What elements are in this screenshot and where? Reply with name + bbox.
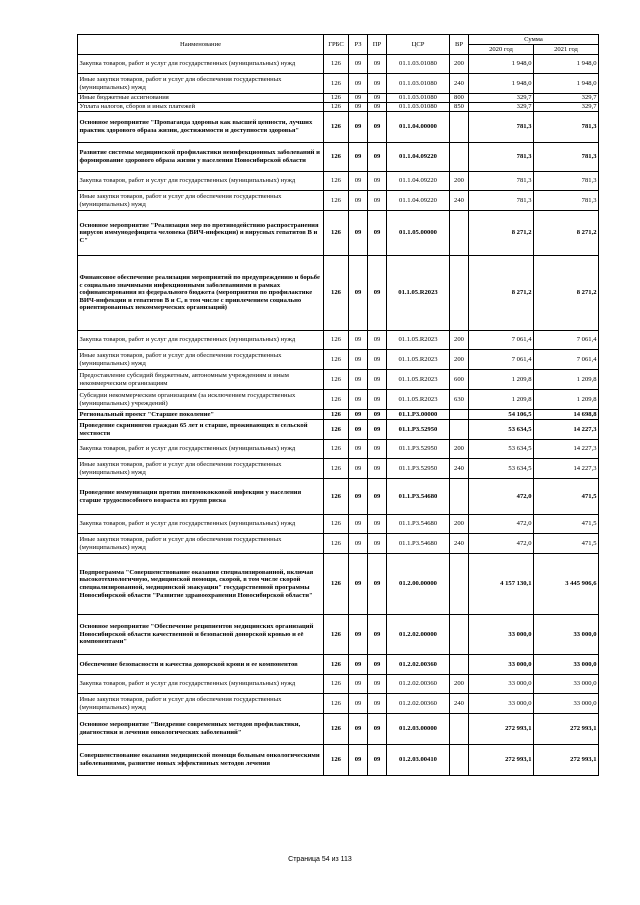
cell-name: Подпрограмма "Совершенствование оказания специализированной, включая высокотехнологичную, медицинской помощи, скорой, в том числе скорой специализированной, медицинской эвакуации" государственной программы Новосибирской области "Развитие здравоохранения Новосибирской области" — [78, 554, 324, 615]
cell-vr — [450, 655, 469, 675]
cell-grbs: 126 — [324, 370, 349, 390]
table-row — [78, 675, 599, 694]
page-number-label: Страница 54 из 113 — [288, 856, 352, 863]
col-header-rz: РЗ — [349, 35, 368, 55]
cell-name: Предоставление субсидий бюджетным, автономным учреждениям и иным некоммерческим организациям — [78, 370, 324, 390]
cell-pr: 09 — [368, 55, 387, 74]
cell-rz: 09 — [349, 459, 368, 479]
cell-csr: 01.1.P3.52950 — [387, 440, 450, 459]
cell-sum-2020: 472,0 — [469, 515, 534, 534]
table-row — [78, 615, 599, 655]
cell-grbs: 126 — [324, 331, 349, 350]
cell-sum-2020: 4 157 130,1 — [469, 554, 534, 615]
cell-pr: 09 — [368, 534, 387, 554]
table-row — [78, 370, 599, 390]
cell-csr: 01.1.03.01080 — [387, 103, 450, 112]
cell-vr — [450, 211, 469, 256]
cell-grbs: 126 — [324, 745, 349, 776]
cell-vr: 240 — [450, 694, 469, 714]
cell-sum-2021: 33 000,0 — [534, 675, 599, 694]
cell-csr: 01.1.05.R2023 — [387, 370, 450, 390]
cell-grbs: 126 — [324, 211, 349, 256]
cell-grbs: 126 — [324, 143, 349, 172]
cell-rz: 09 — [349, 745, 368, 776]
cell-sum-2020: 53 634,5 — [469, 459, 534, 479]
cell-grbs: 126 — [324, 55, 349, 74]
cell-name: Иные закупки товаров, работ и услуг для обеспечения государственных (муниципальных) нужд — [78, 534, 324, 554]
cell-vr: 240 — [450, 191, 469, 211]
cell-grbs: 126 — [324, 420, 349, 440]
cell-grbs: 126 — [324, 350, 349, 370]
table-row — [78, 172, 599, 191]
cell-sum-2020: 329,7 — [469, 94, 534, 103]
cell-csr: 01.2.02.00360 — [387, 655, 450, 675]
table-row — [78, 143, 599, 172]
cell-sum-2021: 1 948,0 — [534, 74, 599, 94]
cell-name: Закупка товаров, работ и услуг для государственных (муниципальных) нужд — [78, 515, 324, 534]
cell-sum-2020: 472,0 — [469, 534, 534, 554]
cell-sum-2021: 1 209,8 — [534, 390, 599, 410]
cell-sum-2021: 33 000,0 — [534, 694, 599, 714]
cell-grbs: 126 — [324, 172, 349, 191]
cell-grbs: 126 — [324, 191, 349, 211]
table-row — [78, 390, 599, 410]
cell-name: Иные закупки товаров, работ и услуг для обеспечения государственных (муниципальных) нужд — [78, 74, 324, 94]
cell-rz: 09 — [349, 331, 368, 350]
cell-vr: 630 — [450, 390, 469, 410]
cell-grbs: 126 — [324, 615, 349, 655]
cell-vr — [450, 714, 469, 745]
cell-sum-2021: 3 445 906,6 — [534, 554, 599, 615]
cell-csr: 01.2.03.00410 — [387, 745, 450, 776]
cell-csr: 01.1.05.00000 — [387, 211, 450, 256]
cell-rz: 09 — [349, 675, 368, 694]
cell-grbs: 126 — [324, 410, 349, 420]
cell-sum-2021: 781,3 — [534, 143, 599, 172]
cell-grbs: 126 — [324, 112, 349, 143]
cell-name: Основное мероприятие "Внедрение современных методов профилактики, диагностики и лечения онкологических заболеваний" — [78, 714, 324, 745]
cell-pr: 09 — [368, 410, 387, 420]
table-row — [78, 55, 599, 74]
cell-pr: 09 — [368, 74, 387, 94]
cell-grbs: 126 — [324, 440, 349, 459]
cell-sum-2020: 8 271,2 — [469, 211, 534, 256]
cell-csr: 01.1.04.09220 — [387, 143, 450, 172]
cell-sum-2020: 781,3 — [469, 191, 534, 211]
cell-sum-2020: 7 061,4 — [469, 331, 534, 350]
cell-grbs: 126 — [324, 515, 349, 534]
cell-sum-2020: 781,3 — [469, 143, 534, 172]
table-row — [78, 410, 599, 420]
cell-sum-2020: 1 948,0 — [469, 55, 534, 74]
cell-rz: 09 — [349, 74, 368, 94]
budget-table — [77, 34, 599, 776]
cell-grbs: 126 — [324, 103, 349, 112]
cell-csr: 01.1.04.09220 — [387, 172, 450, 191]
cell-sum-2020: 329,7 — [469, 103, 534, 112]
cell-pr: 09 — [368, 350, 387, 370]
cell-csr: 01.1.P3.54680 — [387, 479, 450, 515]
cell-name: Закупка товаров, работ и услуг для государственных (муниципальных) нужд — [78, 172, 324, 191]
cell-csr: 01.1.04.09220 — [387, 191, 450, 211]
cell-sum-2020: 472,0 — [469, 479, 534, 515]
cell-vr: 240 — [450, 459, 469, 479]
cell-name: Совершенствование оказания медицинской помощи больным онкологическими заболеваниями, развитие новых эффективных методов лечения — [78, 745, 324, 776]
cell-name: Основное мероприятие "Обеспечение реципиентов медицинских организаций Новосибирской области качественной и безопасной донорской кровью и её компонентами" — [78, 615, 324, 655]
cell-vr: 850 — [450, 103, 469, 112]
table-row — [78, 694, 599, 714]
cell-sum-2021: 8 271,2 — [534, 211, 599, 256]
cell-name: Закупка товаров, работ и услуг для государственных (муниципальных) нужд — [78, 440, 324, 459]
col-header-csr: ЦСР — [387, 35, 450, 55]
cell-name: Основное мероприятие "Пропаганда здоровья как высшей ценности, лучших практик здорового образа жизни, достижимости и доступности здоровья" — [78, 112, 324, 143]
cell-rz: 09 — [349, 370, 368, 390]
cell-csr: 01.1.P3.52950 — [387, 420, 450, 440]
cell-vr: 200 — [450, 440, 469, 459]
cell-vr — [450, 554, 469, 615]
table-row — [78, 211, 599, 256]
cell-rz: 09 — [349, 694, 368, 714]
cell-sum-2021: 33 000,0 — [534, 655, 599, 675]
cell-vr: 200 — [450, 55, 469, 74]
cell-grbs: 126 — [324, 459, 349, 479]
cell-grbs: 126 — [324, 714, 349, 745]
cell-csr: 01.1.P3.54680 — [387, 515, 450, 534]
cell-rz: 09 — [349, 515, 368, 534]
cell-rz: 09 — [349, 420, 368, 440]
cell-csr: 01.1.P3.52950 — [387, 459, 450, 479]
col-header-sum: Сумма — [469, 35, 599, 45]
cell-csr: 01.2.00.00000 — [387, 554, 450, 615]
cell-pr: 09 — [368, 370, 387, 390]
cell-sum-2020: 8 271,2 — [469, 256, 534, 331]
cell-sum-2021: 781,3 — [534, 112, 599, 143]
cell-vr: 240 — [450, 534, 469, 554]
cell-pr: 09 — [368, 675, 387, 694]
cell-grbs: 126 — [324, 479, 349, 515]
cell-rz: 09 — [349, 256, 368, 331]
cell-sum-2021: 1 209,8 — [534, 370, 599, 390]
cell-vr — [450, 112, 469, 143]
cell-grbs: 126 — [324, 534, 349, 554]
table-row — [78, 655, 599, 675]
cell-sum-2021: 8 271,2 — [534, 256, 599, 331]
col-header-2020: 2020 год — [469, 45, 534, 55]
cell-sum-2020: 53 634,5 — [469, 420, 534, 440]
cell-pr: 09 — [368, 172, 387, 191]
cell-pr: 09 — [368, 745, 387, 776]
table-row — [78, 103, 599, 112]
table-row — [78, 74, 599, 94]
cell-name: Финансовое обеспечение реализации мероприятий по предупреждению и борьбе с социально значимыми инфекционными заболеваниями в рамках софинансирования из федерального бюджета (мероприятия по профилактике ВИЧ-инфекции и гепатитов В и С, в том числе с привлечением социально ориентированных некоммерческих организаций) — [78, 256, 324, 331]
cell-grbs: 126 — [324, 655, 349, 675]
cell-sum-2021: 781,3 — [534, 191, 599, 211]
cell-sum-2020: 33 000,0 — [469, 615, 534, 655]
cell-pr: 09 — [368, 256, 387, 331]
cell-name: Иные закупки товаров, работ и услуг для обеспечения государственных (муниципальных) нужд — [78, 459, 324, 479]
table-header — [78, 35, 599, 55]
table-row — [78, 350, 599, 370]
cell-pr: 09 — [368, 143, 387, 172]
cell-vr: 200 — [450, 350, 469, 370]
cell-sum-2021: 14 698,8 — [534, 410, 599, 420]
cell-sum-2021: 329,7 — [534, 94, 599, 103]
cell-rz: 09 — [349, 211, 368, 256]
cell-vr — [450, 745, 469, 776]
cell-rz: 09 — [349, 655, 368, 675]
cell-sum-2020: 272 993,1 — [469, 745, 534, 776]
table-row — [78, 256, 599, 331]
cell-sum-2020: 33 000,0 — [469, 675, 534, 694]
cell-pr: 09 — [368, 211, 387, 256]
cell-vr — [450, 256, 469, 331]
table-row — [78, 94, 599, 103]
cell-pr: 09 — [368, 331, 387, 350]
table-row — [78, 554, 599, 615]
cell-csr: 01.1.03.01080 — [387, 94, 450, 103]
cell-sum-2020: 1 948,0 — [469, 74, 534, 94]
table-row — [78, 515, 599, 534]
cell-rz: 09 — [349, 554, 368, 615]
cell-vr: 800 — [450, 94, 469, 103]
cell-sum-2021: 33 000,0 — [534, 615, 599, 655]
cell-csr: 01.1.05.R2023 — [387, 331, 450, 350]
cell-sum-2021: 329,7 — [534, 103, 599, 112]
table-row — [78, 459, 599, 479]
cell-rz: 09 — [349, 615, 368, 655]
cell-sum-2020: 7 061,4 — [469, 350, 534, 370]
cell-vr — [450, 143, 469, 172]
cell-name: Закупка товаров, работ и услуг для государственных (муниципальных) нужд — [78, 675, 324, 694]
cell-rz: 09 — [349, 410, 368, 420]
cell-name: Субсидии некоммерческим организациям (за исключением государственных (муниципальных) учреждений) — [78, 390, 324, 410]
cell-rz: 09 — [349, 479, 368, 515]
cell-pr: 09 — [368, 714, 387, 745]
cell-grbs: 126 — [324, 74, 349, 94]
cell-name: Закупка товаров, работ и услуг для государственных (муниципальных) нужд — [78, 331, 324, 350]
cell-pr: 09 — [368, 390, 387, 410]
cell-pr: 09 — [368, 440, 387, 459]
cell-vr — [450, 410, 469, 420]
cell-sum-2021: 272 993,1 — [534, 745, 599, 776]
page-footer — [0, 856, 640, 863]
cell-grbs: 126 — [324, 554, 349, 615]
cell-sum-2021: 1 948,0 — [534, 55, 599, 74]
cell-pr: 09 — [368, 554, 387, 615]
cell-name: Иные бюджетные ассигнования — [78, 94, 324, 103]
col-header-name: Наименование — [78, 35, 324, 55]
table-row — [78, 112, 599, 143]
cell-csr: 01.2.02.00360 — [387, 675, 450, 694]
cell-pr: 09 — [368, 94, 387, 103]
cell-name: Обеспечение безопасности и качества донорской крови и ее компонентов — [78, 655, 324, 675]
cell-pr: 09 — [368, 479, 387, 515]
table-row — [78, 745, 599, 776]
cell-name: Уплата налогов, сборов и иных платежей — [78, 103, 324, 112]
cell-pr: 09 — [368, 420, 387, 440]
cell-sum-2021: 272 993,1 — [534, 714, 599, 745]
cell-rz: 09 — [349, 390, 368, 410]
cell-rz: 09 — [349, 172, 368, 191]
cell-pr: 09 — [368, 694, 387, 714]
cell-vr: 200 — [450, 675, 469, 694]
cell-sum-2021: 14 227,3 — [534, 420, 599, 440]
cell-name: Закупка товаров, работ и услуг для государственных (муниципальных) нужд — [78, 55, 324, 74]
cell-csr: 01.2.03.00000 — [387, 714, 450, 745]
cell-name: Региональный проект "Старшее поколение" — [78, 410, 324, 420]
cell-name: Проведение иммунизации против пневмококковой инфекции у населения старше трудоспособного возраста из групп риска — [78, 479, 324, 515]
cell-grbs: 126 — [324, 390, 349, 410]
cell-rz: 09 — [349, 112, 368, 143]
cell-name: Иные закупки товаров, работ и услуг для обеспечения государственных (муниципальных) нужд — [78, 350, 324, 370]
cell-grbs: 126 — [324, 694, 349, 714]
cell-grbs: 126 — [324, 675, 349, 694]
cell-pr: 09 — [368, 655, 387, 675]
col-header-grbs: ГРБС — [324, 35, 349, 55]
cell-name: Проведение скринингов граждан 65 лет и старше, проживающих в сельской местности — [78, 420, 324, 440]
budget-table-sheet — [77, 34, 598, 776]
cell-rz: 09 — [349, 191, 368, 211]
cell-pr: 09 — [368, 515, 387, 534]
cell-grbs: 126 — [324, 94, 349, 103]
table-row — [78, 440, 599, 459]
cell-sum-2020: 33 000,0 — [469, 694, 534, 714]
cell-sum-2021: 14 227,3 — [534, 459, 599, 479]
cell-vr: 200 — [450, 331, 469, 350]
cell-sum-2021: 471,5 — [534, 479, 599, 515]
cell-pr: 09 — [368, 103, 387, 112]
cell-rz: 09 — [349, 94, 368, 103]
cell-sum-2020: 33 000,0 — [469, 655, 534, 675]
cell-pr: 09 — [368, 191, 387, 211]
cell-csr: 01.1.05.R2023 — [387, 256, 450, 331]
cell-vr — [450, 479, 469, 515]
cell-sum-2021: 7 061,4 — [534, 350, 599, 370]
cell-csr: 01.2.02.00360 — [387, 694, 450, 714]
cell-csr: 01.2.02.00000 — [387, 615, 450, 655]
cell-sum-2021: 7 061,4 — [534, 331, 599, 350]
cell-csr: 01.1.05.R2023 — [387, 390, 450, 410]
cell-csr: 01.1.P3.54680 — [387, 534, 450, 554]
col-header-vr: ВР — [450, 35, 469, 55]
table-row — [78, 479, 599, 515]
table-row — [78, 420, 599, 440]
cell-rz: 09 — [349, 350, 368, 370]
cell-name: Развитие системы медицинской профилактики неинфекционных заболеваний и формирование здорового образа жизни у населения Новосибирской области — [78, 143, 324, 172]
cell-pr: 09 — [368, 615, 387, 655]
cell-sum-2021: 471,5 — [534, 515, 599, 534]
cell-rz: 09 — [349, 714, 368, 745]
cell-vr: 200 — [450, 172, 469, 191]
cell-vr: 200 — [450, 515, 469, 534]
cell-name: Основное мероприятие "Реализация мер по противодействию распространения вирусов иммунодефицита человека (ВИЧ-инфекции) и вирусных гепатитов В и С" — [78, 211, 324, 256]
col-header-pr: ПР — [368, 35, 387, 55]
cell-sum-2020: 1 209,8 — [469, 390, 534, 410]
cell-pr: 09 — [368, 112, 387, 143]
col-header-2021: 2021 год — [534, 45, 599, 55]
table-row — [78, 714, 599, 745]
table-row — [78, 191, 599, 211]
cell-sum-2021: 781,3 — [534, 172, 599, 191]
cell-rz: 09 — [349, 103, 368, 112]
cell-sum-2020: 1 209,8 — [469, 370, 534, 390]
cell-sum-2020: 781,3 — [469, 112, 534, 143]
cell-rz: 09 — [349, 55, 368, 74]
cell-rz: 09 — [349, 534, 368, 554]
cell-sum-2021: 471,5 — [534, 534, 599, 554]
cell-name: Иные закупки товаров, работ и услуг для обеспечения государственных (муниципальных) нужд — [78, 694, 324, 714]
table-row — [78, 331, 599, 350]
cell-sum-2020: 54 106,5 — [469, 410, 534, 420]
cell-vr: 240 — [450, 74, 469, 94]
cell-sum-2020: 781,3 — [469, 172, 534, 191]
cell-csr: 01.1.P3.00000 — [387, 410, 450, 420]
cell-name: Иные закупки товаров, работ и услуг для обеспечения государственных (муниципальных) нужд — [78, 191, 324, 211]
cell-pr: 09 — [368, 459, 387, 479]
cell-rz: 09 — [349, 440, 368, 459]
table-body — [78, 55, 599, 776]
cell-csr: 01.1.04.00000 — [387, 112, 450, 143]
cell-sum-2020: 53 634,5 — [469, 440, 534, 459]
cell-sum-2020: 272 993,1 — [469, 714, 534, 745]
cell-csr: 01.1.05.R2023 — [387, 350, 450, 370]
cell-csr: 01.1.03.01080 — [387, 74, 450, 94]
table-row — [78, 534, 599, 554]
cell-sum-2021: 14 227,3 — [534, 440, 599, 459]
cell-vr — [450, 420, 469, 440]
cell-csr: 01.1.03.01080 — [387, 55, 450, 74]
cell-grbs: 126 — [324, 256, 349, 331]
cell-vr: 600 — [450, 370, 469, 390]
cell-rz: 09 — [349, 143, 368, 172]
cell-vr — [450, 615, 469, 655]
